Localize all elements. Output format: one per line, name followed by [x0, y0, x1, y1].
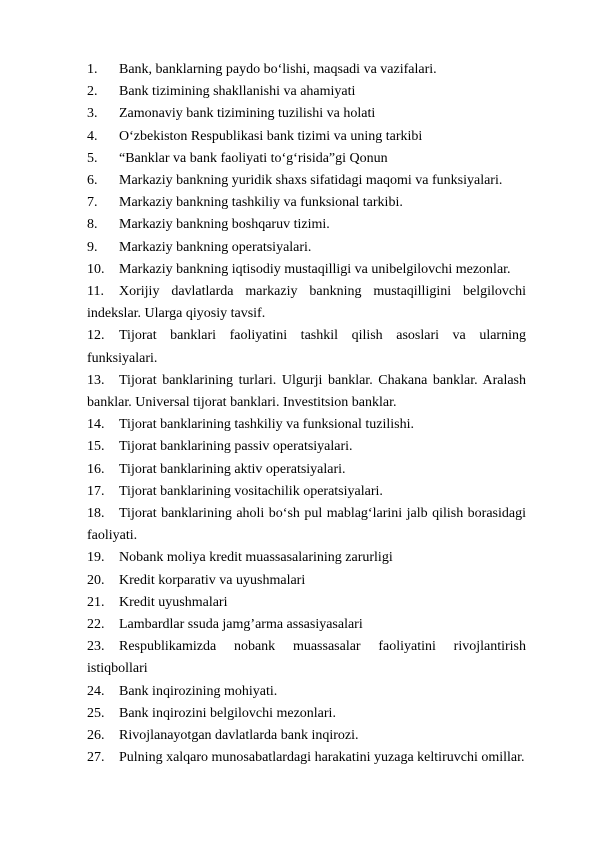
item-number: 6.: [87, 173, 98, 189]
list-item: [87, 81, 526, 103]
item-number: 16.: [87, 461, 105, 477]
list-item: [87, 459, 526, 481]
item-number: 24.: [87, 683, 105, 699]
item-text: Tijorat banklarining turlari. Ulgurji banklar. Chakana banklar. Aralash banklar. Universal tijorat banklari. Investitsion banklar.: [87, 372, 526, 411]
item-number: 7.: [87, 195, 98, 211]
item-text: Lambardlar ssuda jamg’arma assasiyasalari: [119, 617, 363, 633]
list-item: [87, 214, 526, 236]
item-number: 25.: [87, 705, 105, 721]
item-number: 9.: [87, 239, 98, 255]
item-text: Tijorat banklari faoliyatini tashkil qilish asoslari va ularning funksiyalari.: [87, 328, 526, 366]
item-number: 5.: [87, 150, 98, 166]
list-item: [87, 414, 526, 436]
list-item: [87, 59, 526, 81]
list-item: [87, 259, 526, 281]
list-item: [87, 192, 526, 214]
item-number: 19.: [87, 550, 105, 566]
item-number: 3.: [87, 106, 98, 122]
item-text: Zamonaviy bank tizimining tuzilishi va holati: [119, 106, 376, 122]
item-text: Pulning xalqaro munosabatlardagi harakatini yuzaga keltiruvchi omillar.: [119, 750, 525, 766]
item-text: Tijorat banklarining tashkiliy va funksional tuzilishi.: [119, 417, 415, 433]
item-number: 17.: [87, 483, 105, 499]
item-text: O‘zbekiston Respublikasi bank tizimi va uning tarkibi: [119, 128, 423, 144]
item-number: 10.: [87, 261, 105, 277]
list-item: [87, 570, 526, 592]
list-item: [87, 481, 526, 503]
list-item: [87, 547, 526, 569]
list-item: [87, 636, 526, 680]
item-text: Markaziy bankning boshqaruv tizimi.: [119, 217, 330, 233]
list-item: [87, 370, 526, 414]
list-item: [87, 725, 526, 747]
item-number: 18.: [87, 506, 105, 522]
list-item: [87, 103, 526, 125]
item-text: Bank inqirozining mohiyati.: [119, 683, 278, 699]
topic-list: [87, 59, 526, 770]
item-text: Tijorat banklarining aholi bo‘sh pul mablag‘larini jalb qilish borasidagi faoliyati.: [87, 506, 526, 544]
item-text: Bank tizimining shakllanishi va ahamiyati: [119, 84, 356, 100]
item-text: Tijorat banklarining aktiv operatsiyalari.: [119, 461, 346, 477]
item-number: 21.: [87, 594, 105, 610]
item-number: 23.: [87, 639, 105, 655]
list-item: [87, 148, 526, 170]
item-text: “Banklar va bank faoliyati to‘g‘risida”gi Qonun: [119, 150, 388, 166]
item-number: 20.: [87, 572, 105, 588]
item-text: Bank inqirozini belgilovchi mezonlari.: [119, 705, 336, 721]
list-item: [87, 170, 526, 192]
item-text: Rivojlanayotgan davlatlarda bank inqirozi.: [119, 728, 359, 744]
item-text: Tijorat banklarining passiv operatsiyalari.: [119, 439, 353, 455]
item-text: Markaziy bankning yuridik shaxs sifatidagi maqomi va funksiyalari.: [119, 173, 503, 189]
list-item: [87, 281, 526, 325]
item-number: 15.: [87, 439, 105, 455]
item-text: Kredit uyushmalari: [119, 594, 228, 610]
item-text: Tijorat banklarining vositachilik operatsiyalari.: [119, 483, 383, 499]
list-item: [87, 325, 526, 369]
list-item: [87, 436, 526, 458]
item-text: Kredit korparativ va uyushmalari: [119, 572, 306, 588]
item-number: 27.: [87, 750, 105, 766]
item-number: 22.: [87, 617, 105, 633]
item-number: 13.: [87, 372, 105, 388]
item-text: Respublikamizda nobank muassasalar faoliyatini rivojlantirish istiqbollari: [87, 639, 526, 677]
item-text: Markaziy bankning tashkiliy va funksional tarkibi.: [119, 195, 403, 211]
item-number: 4.: [87, 128, 98, 144]
item-text: Markaziy bankning operatsiyalari.: [119, 239, 312, 255]
item-text: Bank, banklarning paydo bo‘lishi, maqsadi va vazifalari.: [119, 62, 437, 77]
list-item: [87, 237, 526, 259]
list-item: [87, 503, 526, 547]
list-item: [87, 703, 526, 725]
list-item: [87, 681, 526, 703]
item-text: Markaziy bankning iqtisodiy mustaqilligi va unibelgilovchi mezonlar.: [119, 261, 511, 277]
item-number: 26.: [87, 728, 105, 744]
list-item: [87, 614, 526, 636]
item-text: Xorijiy davlatlarda markaziy bankning mustaqilligini belgilovchi indekslar. Ularga qiyosiy tavsif.: [87, 284, 526, 322]
item-number: 12.: [87, 328, 105, 344]
list-item: [87, 592, 526, 614]
list-item: [87, 126, 526, 148]
item-number: 1.: [87, 62, 98, 77]
item-number: 14.: [87, 417, 105, 433]
item-number: 8.: [87, 217, 98, 233]
item-text: Nobank moliya kredit muassasalarining zarurligi: [119, 550, 393, 566]
item-number: 2.: [87, 84, 98, 100]
item-number: 11.: [87, 284, 104, 300]
list-item: [87, 747, 526, 769]
